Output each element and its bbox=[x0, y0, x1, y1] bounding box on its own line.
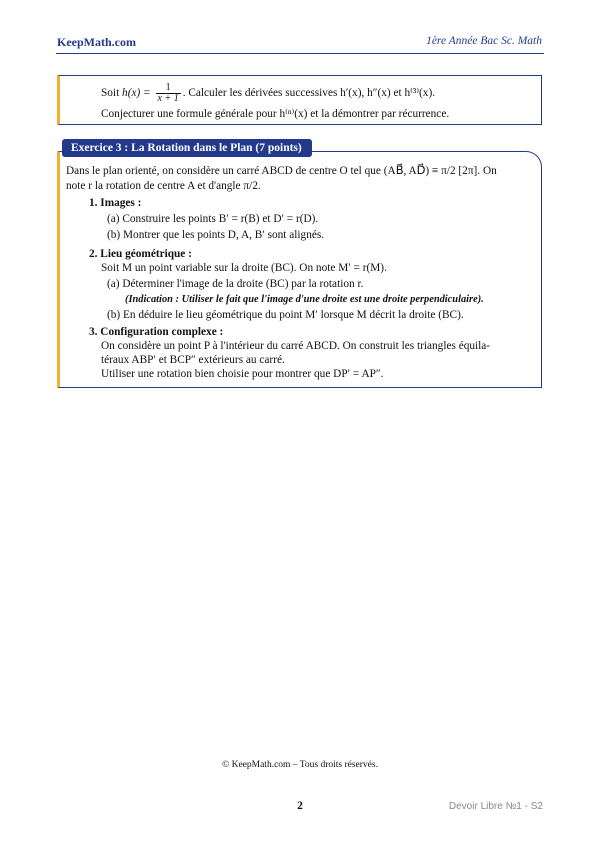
box1-line2: Conjecturer une formule générale pour h⁽ⁿ⁾(x) et la démontrer par récurrence. bbox=[101, 108, 450, 120]
box1-h-of-x: h(x) = bbox=[122, 87, 154, 100]
exercise-intro-line1: Dans le plan orienté, on considère un carré ABCD de centre O tel que (AB⃗, AD⃗) ≡ π/2 [2π]. On bbox=[66, 165, 497, 177]
fraction-numerator: 1 bbox=[156, 83, 181, 94]
part3-line3: Utiliser une rotation bien choisie pour montrer que DP′ = AP″. bbox=[101, 368, 384, 380]
copyright: © KeepMath.com – Tous droits réservés. bbox=[222, 760, 378, 770]
fraction bbox=[156, 83, 181, 104]
part2-intro: Soit M un point variable sur la droite (BC). On note M′ = r(M). bbox=[101, 262, 387, 274]
part2-hint: (Indication : Utiliser le fait que l'image d'une droite est une droite perpendiculaire). bbox=[125, 294, 484, 305]
document-label: Devoir Libre №1 - S2 bbox=[448, 801, 543, 812]
part1-title: 1. Images : bbox=[89, 197, 142, 209]
fraction-denominator: x + 1 bbox=[157, 93, 179, 104]
part2-item-b: (b) En déduire le lieu géométrique du point M′ lorsque M décrit la droite (BC). bbox=[107, 309, 464, 321]
exercise-title-tab: Exercice 3 : La Rotation dans le Plan (7 points) bbox=[62, 139, 312, 157]
box1-line1 bbox=[101, 83, 435, 104]
site-name: KeepMath.com bbox=[57, 35, 136, 49]
part1-item-a: (a) Construire les points B′ = r(B) et D′ = r(D). bbox=[107, 213, 319, 225]
level-label: 1ère Année Bac Sc. Math bbox=[426, 35, 542, 47]
box1-line1-pre: Soit bbox=[101, 87, 123, 100]
exercise-intro-line2: note r la rotation de centre A et d'angle π/2. bbox=[66, 180, 261, 192]
part1-item-b: (b) Montrer que les points D, A, B′ sont alignés. bbox=[107, 229, 325, 241]
header-divider bbox=[56, 53, 544, 54]
part3-line1: On considère un point P à l'intérieur du carré ABCD. On construit les triangles équila- bbox=[101, 340, 491, 352]
part3-title: 3. Configuration complexe : bbox=[89, 326, 224, 338]
part3-line2: téraux ABP′ et BCP″ extérieurs au carré. bbox=[101, 354, 285, 366]
part2-title: 2. Lieu géométrique : bbox=[89, 248, 192, 260]
page-number: 2 bbox=[297, 800, 303, 812]
part2-item-a: (a) Déterminer l'image de la droite (BC) par la rotation r. bbox=[107, 278, 364, 290]
box1-line1-post: . Calculer les dérivées successives h′(x), h″(x) et h⁽³⁾(x). bbox=[182, 87, 436, 100]
